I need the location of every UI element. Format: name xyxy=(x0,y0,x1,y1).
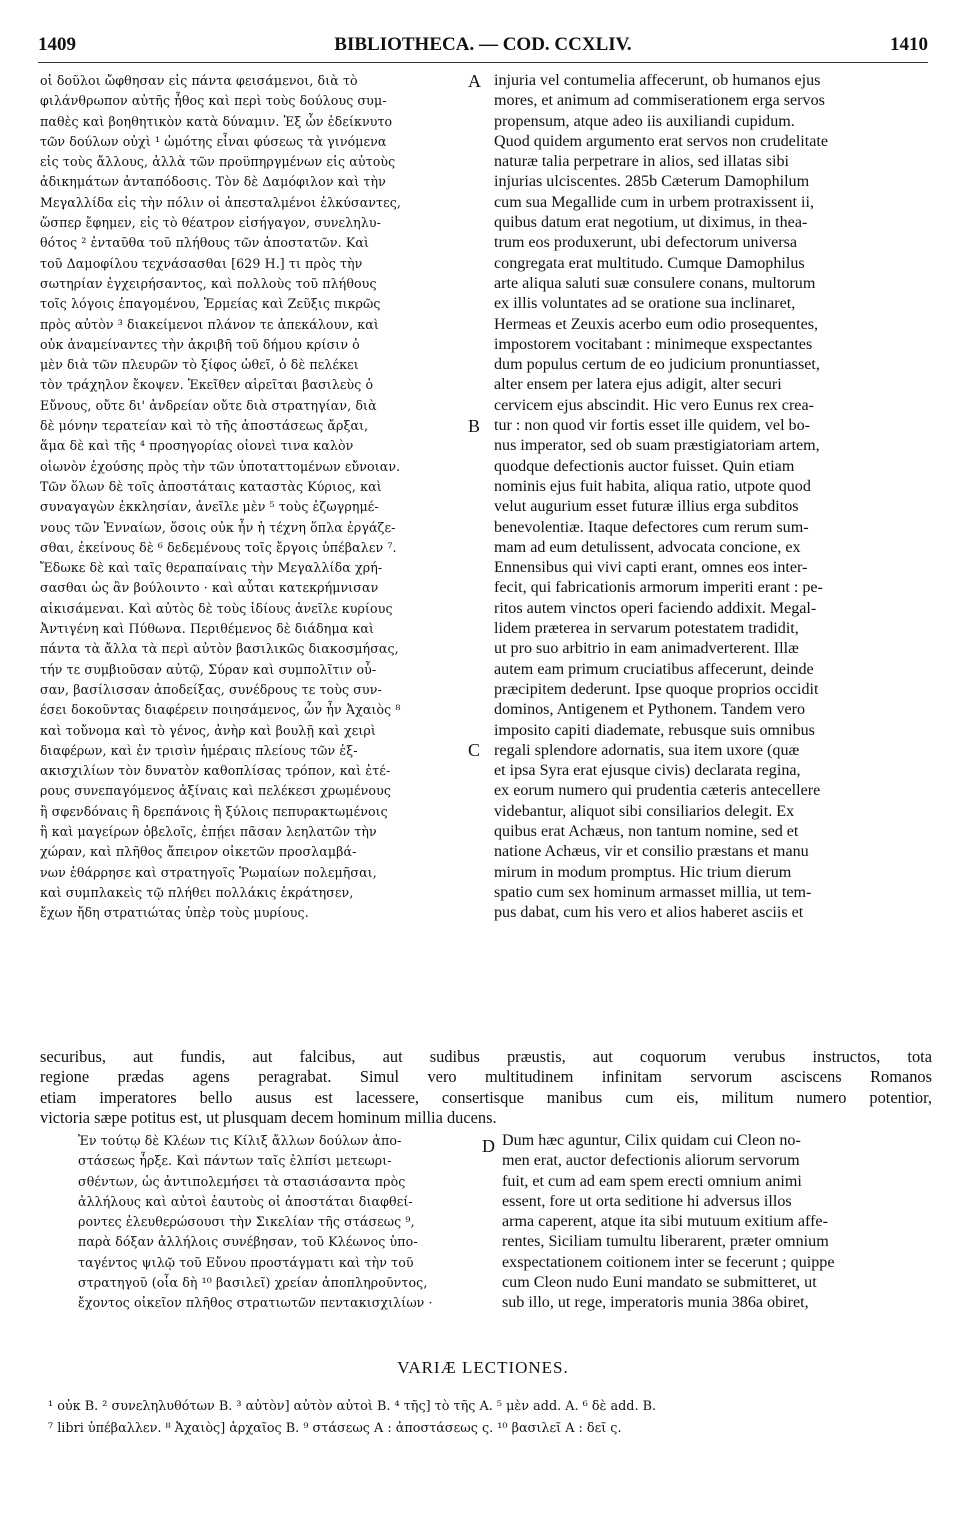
latin-text-line: alter ensem per latera ejus adigit, alter securi xyxy=(494,376,782,394)
greek-text-line: οἱ δοῦλοι ὤφθησαν εἰς πάντα φεισάμενοι, διὰ τὸ xyxy=(40,73,358,88)
greek-text-line: σασθαι ὡς ἂν βούλοιντο · καὶ αὗται κατεκρήμνισαν xyxy=(40,580,379,596)
greek-text-line: οὐκ ἀναμείναντες τὴν ἀκριβῆ τοῦ δήμου κρίσιν ὁ xyxy=(40,336,360,352)
latin-text-line: dum populus certum de eo judicium pronuntiasset, xyxy=(494,356,820,374)
latin-text-line: ut pro suo arbitrio in eam animadverterent. Illæ xyxy=(494,640,799,658)
latin-text-line: Hermeas et Zeuxis acerbo eum odio prosequentes, xyxy=(494,315,818,333)
running-header xyxy=(38,34,928,64)
greek-text-line: χώραν, καὶ πλῆθος ἄπειρον οἰκετῶν προσλαμβά- xyxy=(40,844,357,860)
latin-text-line: Ennensibus qui vivi capti erant, omnes eos inter- xyxy=(494,559,808,577)
greek-text-line: οἰωνὸν ἐχούσης πρὸς τὴν τῶν ὑποταττομένων εὔνοιαν. xyxy=(40,458,401,474)
latin-text-line: autem eam primum cruciatibus affecerunt, deinde xyxy=(494,660,814,678)
latin-text-line: dominos, Antigenem et Pythonem. Tandem vero xyxy=(494,701,806,719)
greek-text-line: Μεγαλλίδα εἰς τὴν πόλιν οἱ ἀπεσταλμένοι ἑλκύσαντες, xyxy=(40,194,402,210)
greek-text-line: μὲν διὰ τῶν πλευρῶν τὸ ξίφος ὠθεῖ, ὁ δὲ πελέκει xyxy=(40,357,359,373)
latin-text-line: præcipitem dederunt. Ipse quoque proprios occidit xyxy=(494,680,819,698)
greek-text-line: καὶ συμπλακεὶς τῷ πλήθει πολλάκις ἐκράτησεν, xyxy=(40,884,354,900)
latin-text-line: ritos autem vinctos operi faciendo addixit. Megal- xyxy=(494,599,817,617)
latin-text-line: nominis ejus fuit habita, aliqua ratio, utpote quod xyxy=(494,477,811,495)
latin-text-line: cum sua Megallide cum in urbem protraxissent ii, xyxy=(494,193,815,211)
latin-text-line: Dum hæc aguntur, Cilix quidam cui Cleon no- xyxy=(502,1132,801,1149)
greek-text-line: τοῖς λόγοις ἐπαγομένου, Ἑρμείας καὶ Ζεῦξις πικρῶς xyxy=(40,296,381,312)
page-number-right: 1410 xyxy=(890,34,928,55)
latin-text-line: rentes, Siciliam tumultu liberarent, præter omnium xyxy=(502,1233,829,1251)
latin-text-line: Quod quidem argumento erat servos non crudelitate xyxy=(494,132,829,150)
latin-text-line: mores, et animum ad commiserationem erga servos xyxy=(494,92,825,110)
latin-text-line: victoria sæpe potitus est, ut plusquam decem hominum millia ducens. xyxy=(40,1107,497,1127)
greek-text-line: ὥσπερ ἔφημεν, εἰς τὸ θέατρον εἰσήγαγον, συνεληλυ- xyxy=(40,215,382,231)
footnote-line: ¹ οὐκ B. ² συνεληλυθότων B. ³ αὐτὸν] αὐτὸν αὐτοὶ B. ⁴ τῆς] τὸ τῆς A. ⁵ μὲν add. A. ⁶ δὲ add. B. xyxy=(48,1399,657,1414)
greek-text-line: εἰς τοὺς ἄλλους, ἀλλὰ τῶν προϋπηργμένων εἰς αὐτοὺς xyxy=(40,154,396,170)
latin-text-line: trum eos produxerunt, ubi defectorum universa xyxy=(494,234,798,252)
latin-text-line: regione prædas agens peragrabat. Simul vero multitudinem infinitam servorum asciscens Romanos xyxy=(40,1067,932,1087)
greek-column-bottom xyxy=(78,1131,488,1314)
greek-text-line: καὶ τοὔνομα καὶ τὸ γένος, ἀνὴρ καὶ βουλῇ καὶ χειρὶ xyxy=(40,722,376,738)
latin-text-line: ex eorum numero qui prudentia cæteris antecellere xyxy=(494,782,821,800)
latin-text-line: quibus erat Achæus, non tantum nomine, sed et xyxy=(494,822,799,840)
latin-text-line: exspectationem coitionem inter se fecerunt ; quippe xyxy=(502,1253,835,1271)
greek-text-line: τήν τε συμβιοῦσαν αὐτῷ, Σύραν καὶ συμπολῖτιν οὖ- xyxy=(40,661,377,677)
header-rule xyxy=(38,62,928,63)
page-number-left: 1409 xyxy=(38,34,76,55)
latin-text-line: etiam imperatores bello ausus est lacessere, consertisque manibus cum eis, militum numero potentior, xyxy=(40,1087,932,1107)
latin-text-line: impostorem vocitabant : minimeque exspectantes xyxy=(494,335,813,353)
greek-text-line: Τῶν ὅλων δὲ τοῖς ἀποστάταις καταστὰς Κύριος, καὶ xyxy=(40,478,382,494)
greek-text-line: σθαι, ἐκείνους δὲ ⁶ δεδεμένους τοῖς ἔργοις ὑπέβαλεν ⁷. xyxy=(40,539,397,555)
greek-text-line: Ἔδωκε δὲ καὶ ταῖς θεραπαίναις τὴν Μεγαλλίδα χρή- xyxy=(40,560,383,576)
greek-text-line: πάντα τὰ ἄλλα τὰ περὶ αὐτὸν βασιλικῶς διακοσμήσας, xyxy=(40,641,399,657)
greek-text-line: παρὰ δόξαν ἀλλήλοις συνέβησαν, τοῦ Κλέωνος ὑπο- xyxy=(78,1234,418,1250)
greek-text-line: ἢ σφενδόναις ἢ δρεπάνοις ἢ ξύλοις πεπυρακτωμένοις xyxy=(40,803,388,819)
latin-text-line: videbantur, aliquot sibi consiliarios delegit. Ex xyxy=(494,802,795,820)
latin-text-line: benevolentiæ. Itaque defectores cum rerum sum- xyxy=(494,518,809,536)
greek-text-line: Ἀντιγένη καὶ Πύθωνα. Περιθέμενος δὲ διάδημα καὶ xyxy=(40,621,375,637)
greek-text-line: συναγαγὼν ἐκκλησίαν, ἀνεῖλε μὲν ⁵ τοὺς ἐζωγρημέ- xyxy=(40,499,379,515)
latin-text-line: fuit, et cum ad eam spem erecti omnium animi xyxy=(502,1172,802,1190)
greek-text-line: στάσεως ἦρξε. Καὶ πάντων ταῖς ἐλπίσι μετεωρι- xyxy=(78,1153,392,1169)
latin-column-top xyxy=(494,71,932,923)
latin-text-line: fecit, qui fabricationis armorum imperiti erant : pe- xyxy=(494,579,823,597)
latin-text-line: natione Achæus, vir et consilio præstans et manu xyxy=(494,843,809,861)
latin-text-line: tur : non quod vir fortis esset ille quidem, vel bo- xyxy=(494,417,811,435)
section-marker-d: D xyxy=(482,1136,495,1156)
greek-text-line: διαφέρων, καὶ ἐν τρισὶν ἡμέραις πλείους τῶν ἑξ- xyxy=(40,742,358,758)
section-marker-b: B xyxy=(468,416,481,436)
greek-text-line: φιλάνθρωπον αὐτῆς ἦθος καὶ περὶ τοὺς δούλους συμ- xyxy=(40,93,387,109)
latin-text-line: velut augurium esset futuræ illius erga subditos xyxy=(494,498,799,516)
latin-text-line: quodque defectionis auctor fuisset. Quin etiam xyxy=(494,457,795,475)
greek-text-line: στρατηγοῦ (οἷα δὴ ¹⁰ βασιλεῖ) χρείαν ἀποπληροῦντος, xyxy=(78,1275,428,1291)
greek-text-line: ἔχοντος οἰκεῖον πλῆθος στρατιωτῶν πεντακισχιλίων · xyxy=(78,1295,433,1311)
greek-text-line: σαν, βασίλισσαν ἀποδείξας, συνέδρους τε τοὺς συν- xyxy=(40,681,382,697)
latin-text-line: cervicem ejus abscindit. Hic vero Eunus rex crea- xyxy=(494,396,814,414)
running-title: BIBLIOTHECA. — COD. CCXLIV. xyxy=(334,34,632,55)
greek-text-line: ροντες ἐλευθερώσουσι τὴν Σικελίαν τῆς στάσεως ⁹, xyxy=(78,1214,415,1230)
variae-lectiones-heading: VARIÆ LECTIONES. xyxy=(397,1358,569,1377)
greek-text-line: ρους συνεπαγόμενος ἀξίναις καὶ πελέκεσι χρωμένους xyxy=(40,783,391,799)
greek-column-top xyxy=(40,71,480,923)
greek-text-line: αἰκισάμεναι. Καὶ αὐτὸς δὲ τοὺς ἰδίους ἀνεῖλε κυρίους xyxy=(40,600,393,616)
section-marker-c: C xyxy=(468,740,481,760)
latin-text-line: cum Cleon nudo Euni mandato se submitteret, ut xyxy=(502,1274,817,1292)
greek-text-line: ἀλλήλους καὶ αὐτοὶ ἑαυτοὺς οἱ ἀποστάται διαφθεί- xyxy=(78,1193,413,1209)
latin-text-line: imposito capiti diademate, rebusque suis omnibus xyxy=(494,721,815,739)
greek-text-line: ἢ καὶ μαγείρων ὀβελοῖς, ἐπῄει πᾶσαν λεηλατῶν τὴν xyxy=(40,823,377,839)
latin-text-line: arte aliqua saluti suæ consulere conans, multorum xyxy=(494,274,816,292)
greek-text-line: πρὸς αὐτὸν ³ διακείμενοι πλάνον τε ἀπεκάλουν, καὶ xyxy=(40,316,379,332)
greek-text-line: δὲ μόνην τερατείαν καὶ τὸ τῆς ἀποστάσεως ἄρξαι, xyxy=(40,418,369,434)
greek-text-line: ἀδικημάτων ἀνταπόδοσις. Τὸν δὲ Δαμόφιλον καὶ τὴν xyxy=(40,174,386,190)
latin-text-line: quibus datum erat negotium, ut diximus, in thea- xyxy=(494,214,808,232)
greek-text-line: τῶν δούλων οὐχὶ ¹ ὠμότης εἶναι φύσεως τὰ γινόμενα xyxy=(40,133,387,149)
greek-text-line: ακισχιλίων τὸν δυνατὸν καθοπλίσας τρόπον, καὶ ἑτέ- xyxy=(40,763,391,779)
latin-text-line: regali splendore adornatis, sua item uxore (quæ xyxy=(494,741,800,759)
footnotes xyxy=(48,1396,938,1440)
greek-text-line: ταγέντος ψιλῷ τοῦ Εὔνου προστάγματι καὶ τὴν τοῦ xyxy=(78,1254,414,1270)
latin-text-line: injurias ulciscentes. 285b Cæterum Damophilum xyxy=(494,173,810,191)
latin-text-line: spatio cum sex hominum armasset millia, ut tem- xyxy=(494,883,812,901)
greek-text-line: νων ἐθάρρησε καὶ στρατηγοῖς Ῥωμαίων πολεμῆσαι, xyxy=(40,864,377,880)
latin-text-line: injuria vel contumelia affecerunt, ob humanos ejus xyxy=(494,72,821,89)
greek-text-line: σθέντων, ὡς ἀντιπολεμήσει τὰ στασιάσαντα πρὸς xyxy=(78,1173,406,1189)
latin-text-line: mirum in modum promptus. Hic trium dierum xyxy=(494,863,792,881)
greek-text-line: Ἐν τούτῳ δὲ Κλέων τις Κίλιξ ἄλλων δούλων ἀπο- xyxy=(78,1133,402,1148)
latin-text-line: men erat, auctor defectionis aliorum servorum xyxy=(502,1152,800,1170)
greek-text-line: ἅμα δὲ καὶ τῆς ⁴ προσηγορίας οἱονεὶ τινα καλὸν xyxy=(40,438,354,454)
latin-text-line: propensum, atque adeo iis auxiliandi cupidum. xyxy=(494,112,795,130)
greek-text-line: θότος ² ἐνταῦθα τοῦ πλήθους τῶν ἀποστατῶν. Καὶ xyxy=(40,235,370,251)
greek-text-line: Εὔνους, οὔτε δι' ἀνδρείαν οὔτε διὰ στρατηγίαν, διὰ xyxy=(40,397,377,413)
section-marker-a: A xyxy=(468,71,481,91)
latin-text-line: naturæ talia perpetrare in alios, sed illatas sibi xyxy=(494,153,789,171)
latin-text-line: et ipsa Syra erat ejusque civis) declarata regina, xyxy=(494,762,801,780)
latin-text-line: congregata erat multitudo. Cumque Damophilus xyxy=(494,254,805,272)
latin-text-line: nus imperator, sed ob suam præstigiatoriam artem, xyxy=(494,437,820,455)
greek-text-line: τὸν τράχηλον ἔκοψεν. Ἐκεῖθεν αἱρεῖται βασιλεὺς ὁ xyxy=(40,377,374,393)
latin-text-line: ex illis voluntates ad se oratione sua inclinaret, xyxy=(494,295,796,313)
greek-text-line: σωτηρίαν ἐγχειρήσαντος, καὶ πολλοὺς τοῦ πλήθους xyxy=(40,275,377,291)
footnote-line: ⁷ libri ὑπέβαλλεν. ⁸ Ἀχαιὸς] ἀρχαῖος B. ⁹ στάσεως A : ἀποστάσεως ς. ¹⁰ βασιλεῖ A : δεῖ ς. xyxy=(48,1421,622,1436)
latin-text-line: mam ad eum detulissent, advocata concione, ex xyxy=(494,538,801,556)
latin-text-line: sub illo, ut rege, imperatoris munia 386a obiret, xyxy=(502,1294,809,1312)
latin-full-width-block xyxy=(40,1047,932,1128)
greek-text-line: τοῦ Δαμοφίλου τεχνάσασθαι [629 H.] τι πρὸς τὴν xyxy=(40,255,363,271)
latin-text-line: arma caperent, atque ita sibi mutuum exitium affe- xyxy=(502,1213,828,1231)
greek-text-line: έσει δοκοῦντας διαφέρειν ποιησάμενος, ὧν ἦν Ἀχαιὸς ⁸ xyxy=(40,702,401,718)
latin-text-line: pus dabat, cum his vero et alios haberet asciis et xyxy=(494,904,804,922)
greek-text-line: ἔχων ἤδη στρατιώτας ὑπὲρ τοὺς μυρίους. xyxy=(40,905,309,921)
latin-text-line: lidem præterea in servarum potestatem tradidit, xyxy=(494,620,799,638)
greek-text-line: νους τῶν Ἐνναίων, ὅσοις οὐκ ἦν ἡ τέχνη ὅπλα ἐργάζε- xyxy=(40,519,396,535)
greek-text-line: παθὲς καὶ βοηθητικὸν κατὰ δύναμιν. Ἐξ ὧν ἐδείκνυτο xyxy=(40,113,393,129)
latin-column-bottom xyxy=(502,1131,932,1314)
latin-text-line: securibus, aut fundis, aut falcibus, aut sudibus præustis, aut coquorum verubus instructos, tota xyxy=(40,1047,932,1066)
latin-text-line: essent, fore ut orta seditione hi adversus illos xyxy=(502,1192,792,1210)
